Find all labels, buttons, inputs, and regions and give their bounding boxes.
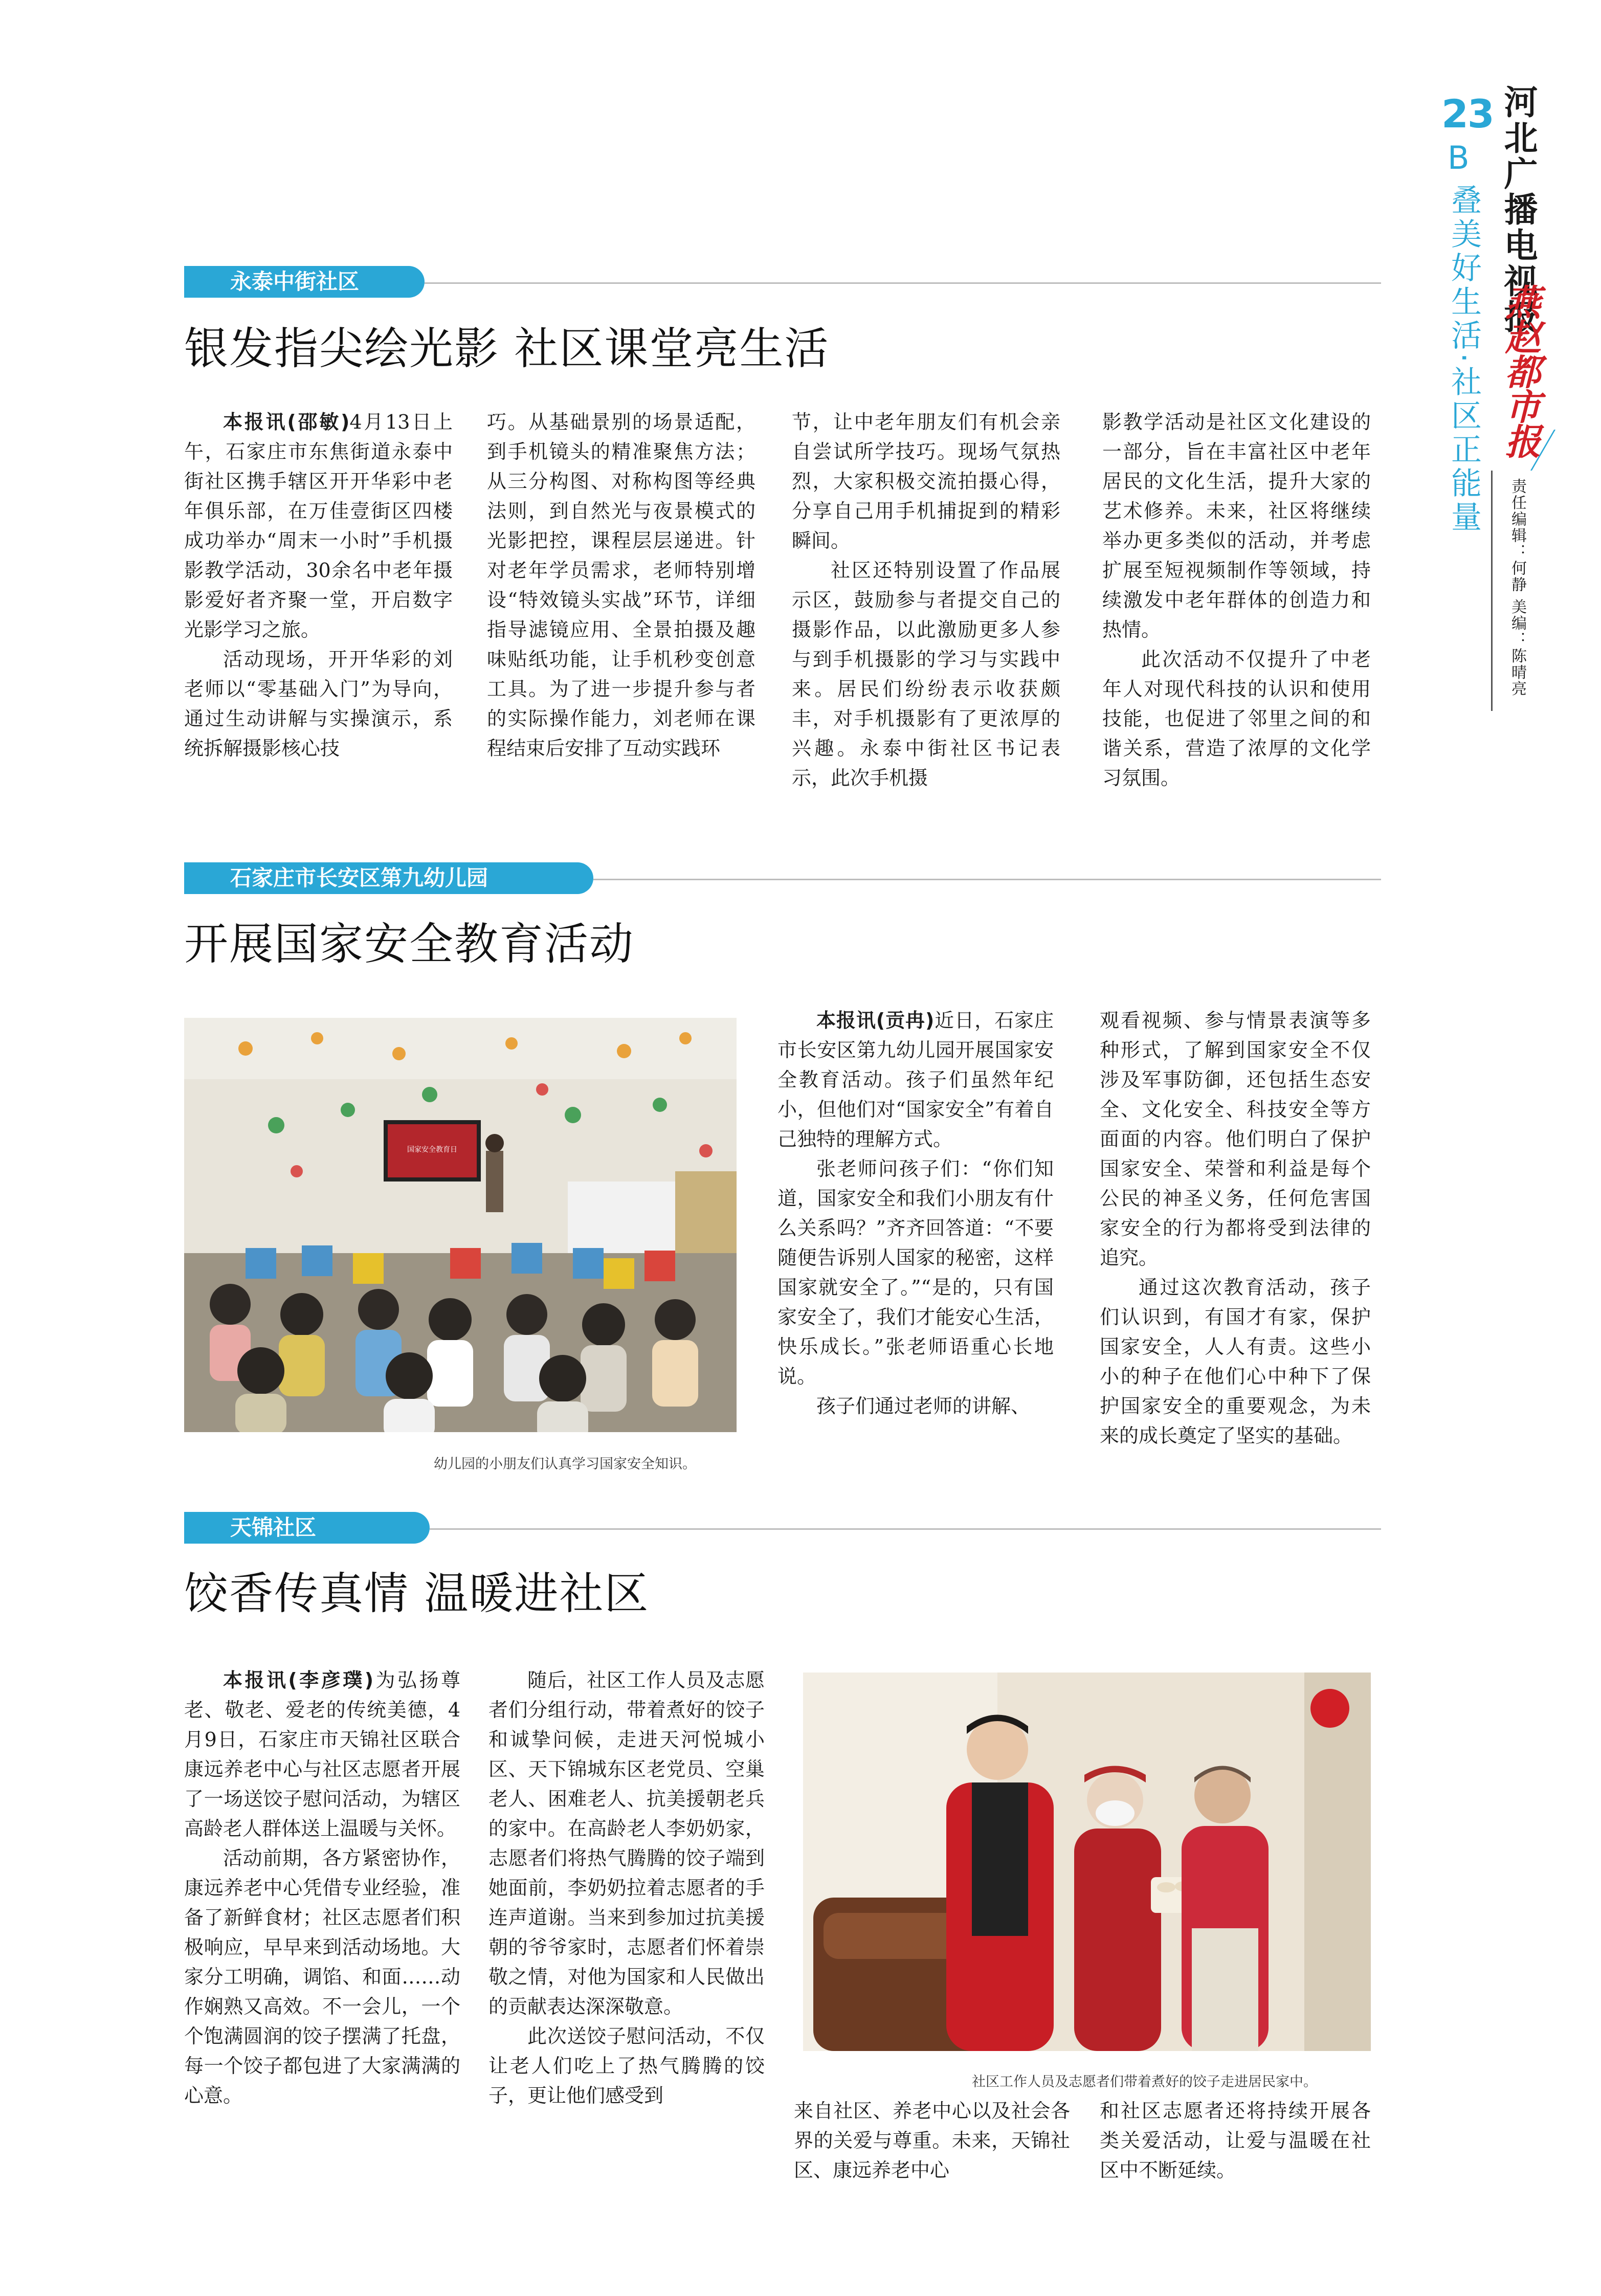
screen-text: 国家安全教育日	[407, 1146, 457, 1154]
kindergarten-photo	[184, 1018, 737, 1432]
article3-rule	[430, 1528, 1381, 1530]
article1-tag: 永泰中街社区	[184, 266, 425, 298]
page-number: 23	[1441, 91, 1494, 137]
section-name: 叠美好生活·社区正能量	[1446, 184, 1482, 535]
editor-credit: 责任编辑：何静 美编：陈晴亮	[1508, 478, 1526, 697]
article3-col1	[184, 1665, 460, 2110]
paper-logo: 燕赵都市报	[1499, 284, 1542, 458]
article1-col4-p2: 此次活动不仅提升了中老年人对现代科技的认识和使用技能，也促进了邻里之间的和谐关系，营造了浓厚的文化学习氛围。	[1102, 648, 1371, 789]
article1-col3	[792, 407, 1060, 793]
article3-col3	[794, 2096, 1070, 2185]
article3-col4-text: 和社区志愿者还将持续开展各类关爱活动，让爱与温暖在社区中不断延续。	[1100, 2100, 1371, 2181]
article1-col2-text: 巧。从基础景别的场景适配，到手机镜头的精准聚焦方法；从三分构图、对称构图等经典法则，到自然光与夜景模式的光影把控，课程层层递进。针对老年学员需求，老师特别增设“特效镜头实战”环节，详细指导滤镜应用、全景拍摄及趣味贴纸功能，让手机秒变创意工具。为了进一步提升参与者的实际操作能力，刘老师在课程结束后安排了互动实践环	[487, 411, 755, 760]
article1-col4-p1: 影教学活动是社区文化建设的一部分，旨在丰富社区中老年居民的文化生活，提升大家的艺术修养。未来，社区将继续举办更多类似的活动，并考虑扩展至短视频制作等领域，持续激发中老年群体的创造力和热情。	[1102, 411, 1371, 641]
article1-byline: 本报讯(邵敏)	[223, 411, 350, 433]
article2-col2-p1: 观看视频、参与情景表演等多种形式，了解到国家安全不仅涉及军事防御，还包括生态安全、文化安全、科技安全等方面面的内容。他们明白了保护国家安全、荣誉和利益是每个公民的神圣义务，任何危害国家安全的行为都将受到法律的追究。	[1100, 1009, 1371, 1269]
article3-tag: 天锦社区	[184, 1512, 430, 1544]
article2-col1-p3: 孩子们通过老师的讲解、	[816, 1395, 1031, 1417]
article1-title: 银发指尖绘光影 社区课堂亮生活	[184, 323, 830, 374]
article1-col1	[184, 407, 453, 763]
article2-tag: 石家庄市长安区第九幼儿园	[184, 862, 593, 894]
article2-rule	[593, 879, 1381, 880]
article2-col2-p2: 通过这次教育活动，孩子们认识到，有国才有家，保护国家安全，人人有责。这些小小的种子在他们心中种下了保护国家安全的重要观念，为未来的成长奠定了坚实的基础。	[1100, 1276, 1371, 1447]
page-letter: B	[1448, 139, 1470, 176]
volunteer-photo	[803, 1673, 1371, 2051]
article2-col2	[1100, 1006, 1371, 1451]
article1-col2	[487, 407, 755, 763]
article3-col2-p1: 随后，社区工作人员及志愿者们分组行动，带着煮好的饺子和诚挚问候，走进天河悦城小区、天下锦城东区老党员、空巢老人、困难老人、抗美援朝老兵的家中。在高龄老人李奶奶家，志愿者们将热气腾腾的饺子端到她面前，李奶奶拉着志愿者的手连声道谢。当来到参加过抗美援朝的爷爷家时，志愿者们怀着崇敬之情，对他为国家和人民做出的贡献表达深深敬意。	[488, 1669, 765, 2018]
paper-name: 河北广播电视报	[1498, 84, 1538, 335]
article3-byline: 本报讯(李彦璞)	[223, 1669, 374, 1691]
article1-col4	[1102, 407, 1371, 793]
article2-col1	[777, 1006, 1054, 1421]
credit-divider	[1491, 471, 1493, 711]
article1-col1-text: 4月13日上午，石家庄市东焦街道永泰中街社区携手辖区开开华彩中老年俱乐部，在万佳壹街区四楼成功举办“周末一小时”手机摄影教学活动，30余名中老年摄影爱好者齐聚一堂，开启数字光影学习之旅。	[184, 411, 453, 641]
article1-rule	[425, 282, 1381, 284]
article3-col2	[488, 1665, 765, 2110]
article3-title: 饺香传真情 温暖进社区	[184, 1568, 650, 1619]
article2-byline: 本报讯(贡冉)	[816, 1009, 935, 1032]
article2-title: 开展国家安全教育活动	[184, 919, 634, 970]
article3-col1-p2: 活动前期，各方紧密协作，康远养老中心凭借专业经验，准备了新鲜食材；社区志愿者们积极响应，早早来到活动场地。大家分工明确，调馅、和面……动作娴熟又高效。不一会儿，一个个饱满圆润的饺子摆满了托盘，每一个饺子都包进了大家满满的心意。	[184, 1847, 460, 2107]
article2-col1-p2: 张老师问孩子们：“你们知道，国家安全和我们小朋友有什么关系吗？”齐齐回答道：“不要随便告诉别人国家的秘密，这样国家就安全了。”“是的，只有国家安全了，我们才能安心生活，快乐成长。”张老师语重心长地说。	[777, 1157, 1054, 1388]
article2-caption: 幼儿园的小朋友们认真学习国家安全知识。	[434, 1456, 696, 1472]
article1-col3-p1: 节，让中老年朋友们有机会亲自尝试所学技巧。现场气氛热烈，大家积极交流拍摄心得，分享自己用手机捕捉到的精彩瞬间。	[792, 411, 1060, 552]
article3-col4	[1100, 2096, 1371, 2185]
article3-col3-text: 来自社区、养老中心以及社会各界的关爱与尊重。未来，天锦社区、康远养老中心	[794, 2100, 1070, 2181]
article3-col2-p2: 此次送饺子慰问活动，不仅让老人们吃上了热气腾腾的饺子，更让他们感受到	[488, 2025, 765, 2107]
article3-caption: 社区工作人员及志愿者们带着煮好的饺子走进居民家中。	[972, 2074, 1317, 2090]
article2-col1-p1: 近日，石家庄市长安区第九幼儿园开展国家安全教育活动。孩子们虽然年纪小，但他们对“国家安全”有着自己独特的理解方式。	[777, 1009, 1054, 1150]
article1-col3-p2: 社区还特别设置了作品展示区，鼓励参与者提交自己的摄影作品，以此激励更多人参与到手机摄影的学习与实践中来。居民们纷纷表示收获颇丰，对手机摄影有了更浓厚的兴趣。永泰中街社区书记表示，此次手机摄	[792, 559, 1060, 789]
article3-col1-p1: 为弘扬尊老、敬老、爱老的传统美德，4月9日，石家庄市天锦社区联合康远养老中心与社区志愿者开展了一场送饺子慰问活动，为辖区高龄老人群体送上温暖与关怀。	[184, 1669, 460, 1840]
article1-col1-p2: 活动现场，开开华彩的刘老师以“零基础入门”为导向，通过生动讲解与实操演示，系统拆解摄影核心技	[184, 648, 453, 760]
